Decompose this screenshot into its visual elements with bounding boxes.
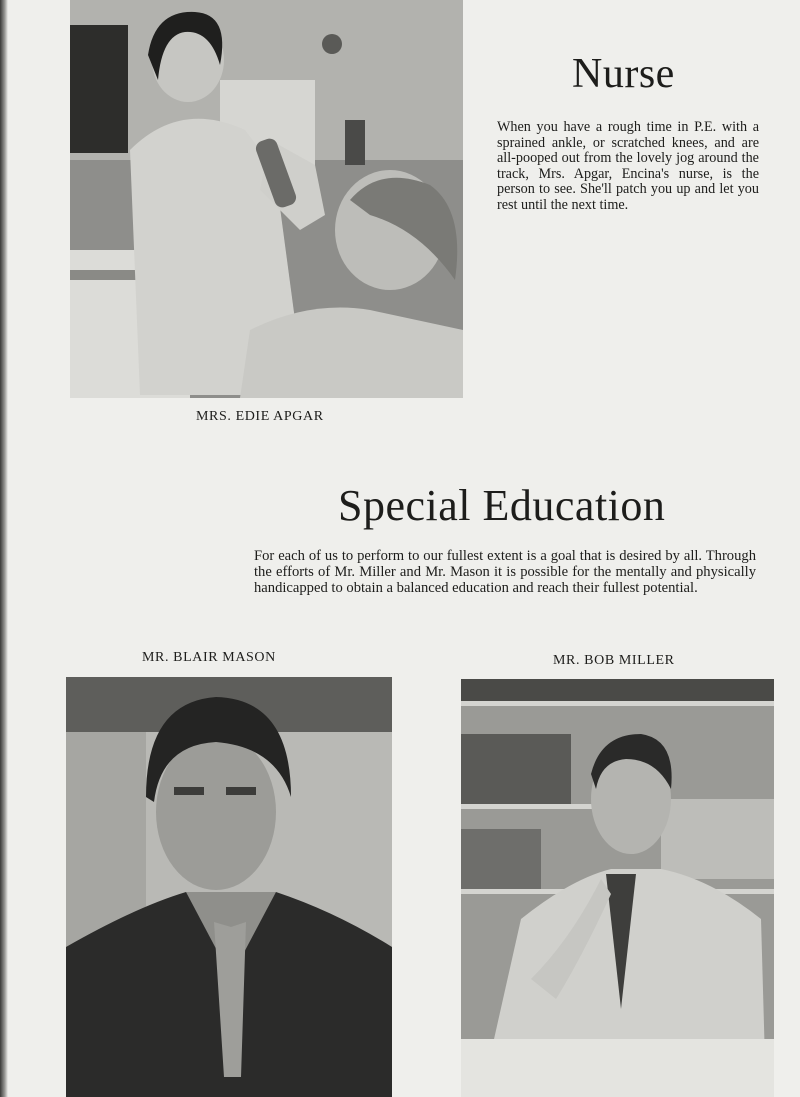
mason-photo-caption: MR. BLAIR MASON <box>142 650 276 665</box>
nurse-description: When you have a rough time in P.E. with a sprained ankle, or scratched knees, and are all-pooped out from the lovely jog around the track, Mrs. Apgar, Encina's nurse, is the person to see. She'll patch you up and let you rest until the next time. <box>497 119 759 213</box>
special-education-heading: Special Education <box>338 481 666 530</box>
page-binding-edge <box>0 0 8 1097</box>
miller-photo-caption: MR. BOB MILLER <box>553 653 675 668</box>
mason-photo <box>66 677 392 1097</box>
nurse-photo <box>70 0 463 398</box>
miller-photo <box>461 679 774 1097</box>
nurse-heading: Nurse <box>572 51 675 97</box>
special-education-description: For each of us to perform to our fullest extent is a goal that is desired by all. Through the efforts of Mr. Miller and Mr. Mason it is possible for the mentally and physically handicapped to obtain a balanced education and reach their fullest potential. <box>254 548 756 596</box>
nurse-photo-caption: MRS. EDIE APGAR <box>196 409 324 424</box>
